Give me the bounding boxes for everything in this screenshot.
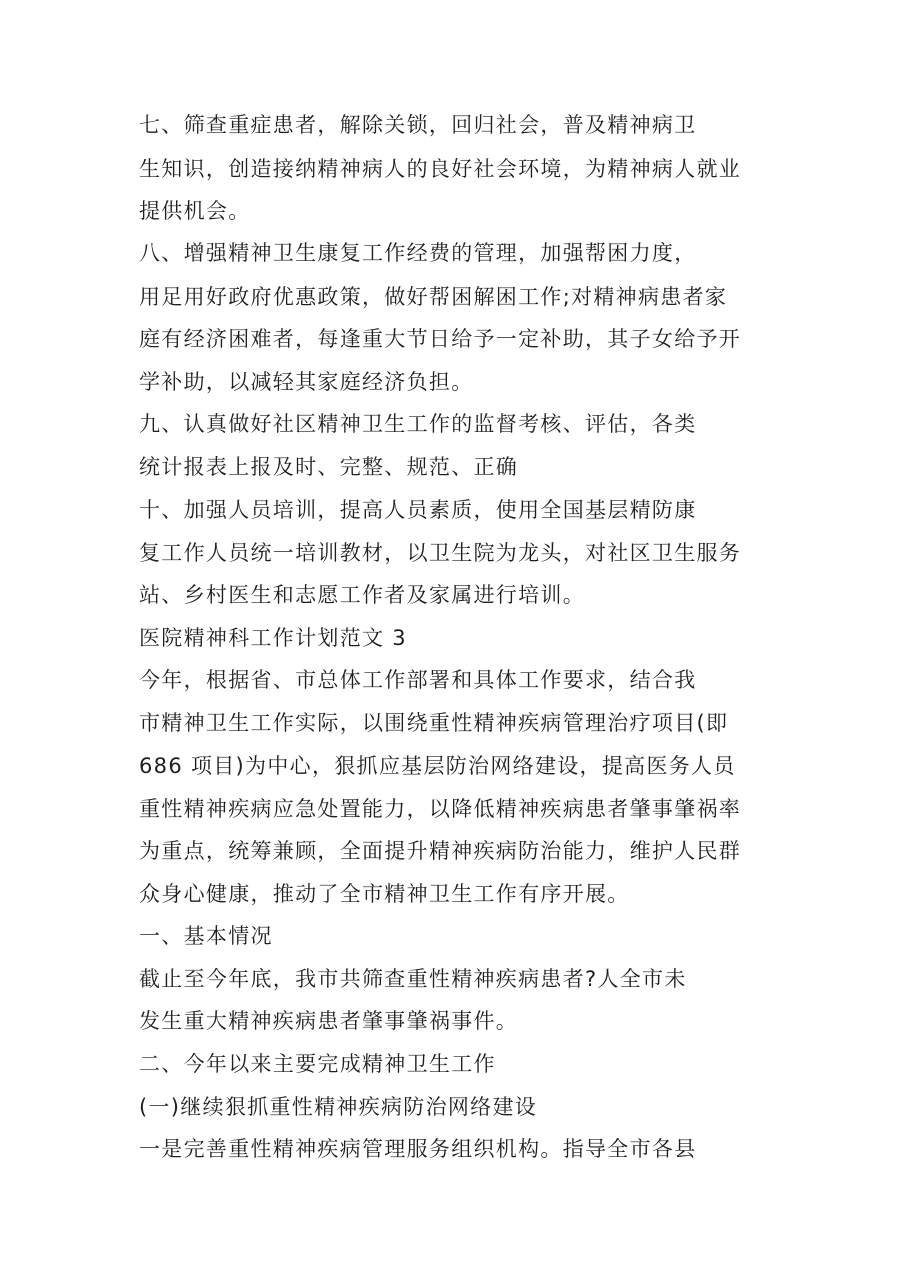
text-line: 庭有经济困难者，每逢重大节日给予一定补助，其子女给予开 [139, 327, 742, 351]
text-line: 二、今年以来主要完成精神卫生工作 [139, 1052, 496, 1076]
text-line: 统计报表上报及时、完整、规范、正确 [139, 455, 519, 479]
text-line: 八、增强精神卫生康复工作经费的管理，加强帮困力度， [139, 241, 697, 265]
text-line: 一、基本情况 [139, 924, 273, 948]
text-line: 一是完善重性精神疾病管理服务组织机构。指导全市各县 [139, 1137, 697, 1161]
text-line: (一)继续狠抓重性精神疾病防治网络建设 [139, 1095, 538, 1119]
text-line: 截止至今年底，我市共筛查重性精神疾病患者?人全市未 [139, 967, 687, 991]
text-line: 站、乡村医生和志愿工作者及家属进行培训。 [139, 583, 585, 607]
text-line: 重性精神疾病应急处置能力，以降低精神疾病患者肇事肇祸率 [139, 797, 742, 821]
text-line: 提供机会。 [139, 199, 251, 223]
text-line: 复工作人员统一培训教材，以卫生院为龙头，对社区卫生服务 [139, 541, 742, 565]
text-line: 为重点，统筹兼顾，全面提升精神疾病防治能力，维护人民群 [139, 839, 742, 863]
text-line: 用足用好政府优惠政策，做好帮困解困工作;对精神病患者家 [139, 285, 728, 309]
text-line: 发生重大精神疾病患者肇事肇祸事件。 [139, 1009, 519, 1033]
text-line: 今年，根据省、市总体工作部署和具体工作要求，结合我 [139, 668, 697, 692]
text-line: 686 项目)为中心，狠抓应基层防治网络建设，提高医务人员 [139, 754, 736, 778]
text-line: 学补助，以减轻其家庭经济负担。 [139, 370, 474, 394]
text-line: 众身心健康，推动了全市精神卫生工作有序开展。 [139, 882, 630, 906]
section-heading: 医院精神科工作计划范文 3 [139, 626, 407, 650]
text-line: 生知识，创造接纳精神病人的良好社会环境，为精神病人就业 [139, 157, 742, 181]
text-line: 九、认真做好社区精神卫生工作的监督考核、评估，各类 [139, 412, 697, 436]
text-line: 十、加强人员培训，提高人员素质，使用全国基层精防康 [139, 498, 697, 522]
text-line: 七、筛查重症患者，解除关锁，回归社会，普及精神病卫 [139, 113, 697, 137]
text-line: 市精神卫生工作实际，以围绕重性精神疾病管理治疗项目(即 [139, 711, 729, 735]
